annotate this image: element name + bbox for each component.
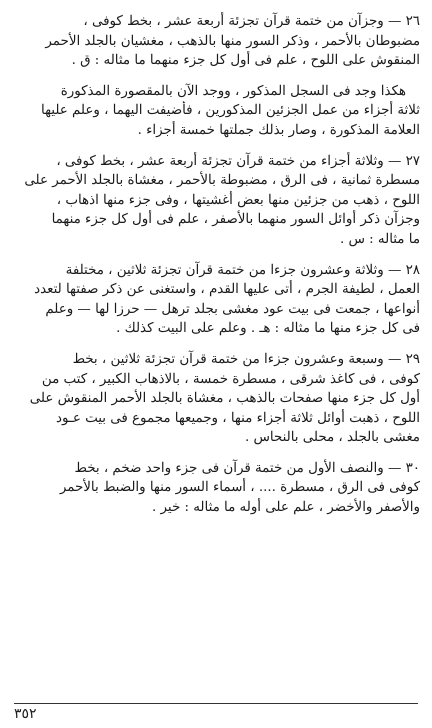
page-number: ٣٥٢	[14, 706, 37, 722]
text-line: مغشى بالجلد ، محلى بالنحاس .	[244, 430, 420, 446]
text-line: فى كل جزء منها ما مثاله : هـ . وعلم على البيت كذلك .	[116, 321, 420, 337]
text-line: ٢٧ — وثلاثة أجزاء من ختمة قرآن تجزئة أربعة عشر ، بخط كوفى ،	[56, 153, 420, 169]
note-paragraph	[12, 82, 420, 141]
entry-28	[12, 261, 420, 339]
text-line: ٣٠ — والنصف الأول من ختمة قرآن فى جزء واحد ضخم ، بخط	[74, 460, 420, 476]
text-line: مضبوطان بالأحمر ، وذكر السور منها بالذهب ، مغشيان بالجلد الأحمر	[45, 33, 420, 49]
text-line: اللوح ، ذهبت أوائل ثلاثة أجزاء منها ، وجميعها مجموع فى بيت عـود	[56, 410, 420, 426]
text-line: أول كل جزء منها صفحات بالذهب ، مغشاة بالجلد الأحمر المنقوش على	[29, 391, 420, 407]
text-line: مسطرة ثمانية ، فى الرق ، مضبوطة بالأحمر ، مغشاة بالجلد الأحمر على	[24, 173, 420, 189]
text-line: ثلاثة أجزاء من عمل الجزئين المذكورين ، فأضيفت اليهما ، وعلم عليها	[41, 103, 420, 119]
text-line: العلامة المذكورة ، وصار بذلك جملتها خمسة أجزاء .	[137, 122, 420, 138]
text-line: ما مثاله : س .	[340, 231, 420, 247]
text-line: اللوح ، ذهب من جزئين منها بعض أغشيتها ، وفى جزء منها اذهاب ،	[56, 192, 420, 208]
entry-29	[12, 350, 420, 448]
text-line: العمل ، لطيفة الجرم ، أتى عليها القدم ، واستغنى عن ذكر صفتها لتعدد	[34, 282, 420, 298]
entry-27	[12, 152, 420, 250]
text-line: أنواعها ، جمعت فى بيت عود مغشى بجلد ترهل — حرزا لها — وعلم	[45, 301, 420, 317]
text-line: ٢٦ — وجزآن من ختمة قرآن تجزئة أربعة عشر ، بخط كوفى ،	[83, 14, 420, 29]
text-line: المنقوش على اللوح ، علم فى أول كل جزء منهما ما مثاله : ق .	[71, 53, 420, 69]
text-line: كوفى ، فى كاغذ شرقى ، مسطرة خمسة ، بالاذهاب الكبير ، كتب من	[41, 371, 420, 387]
entry-30	[12, 459, 420, 518]
text-line: وجزآن ذكر أوائل السور منهما بالأصفر ، علم فى أول كل جزء منهما	[51, 212, 420, 228]
entry-26	[12, 12, 420, 71]
text-line: والأصفر والأخضر ، علم على أوله ما مثاله : خير .	[152, 500, 420, 516]
text-line: ٢٩ — وسبعة وعشرون جزءا من ختمة قرآن تجزئة ثلاثين ، بخط	[72, 351, 420, 367]
footer-rule	[14, 703, 418, 704]
text-line: هكذا وجد فى السجل المذكور ، ووجد الآن بالمقصورة المذكورة	[60, 83, 406, 99]
text-line: كوفى فى الرق ، مسطرة .... ، أسماء السور منها والضبط بالأحمر	[59, 480, 420, 496]
text-line: ٢٨ — وثلاثة وعشرون جزءا من ختمة قرآن تجزئة ثلاثين ، مختلفة	[65, 262, 420, 278]
